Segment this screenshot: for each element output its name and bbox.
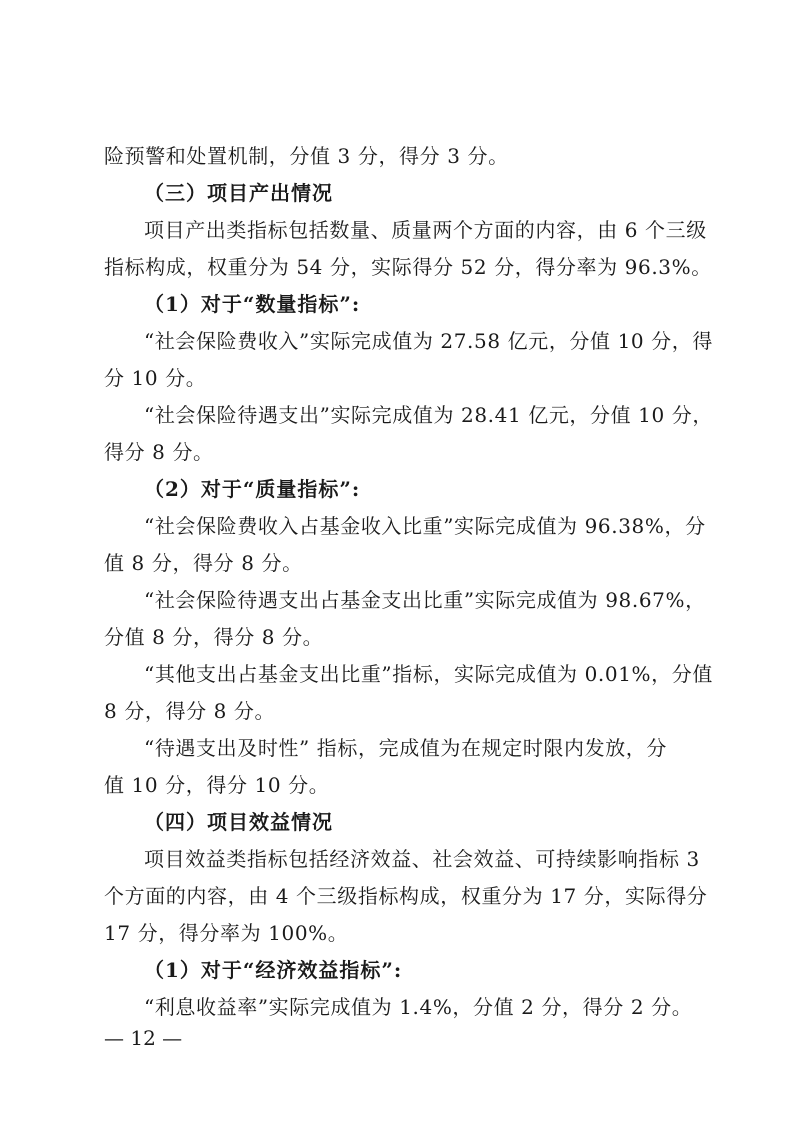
body-line: 得分 8 分。: [104, 440, 214, 464]
section-heading-output: （三）项目产出情况: [144, 181, 333, 205]
body-line: 值 10 分，得分 10 分。: [104, 773, 330, 797]
paragraph-line: “社会保险待遇支出占基金支出比重”实际完成值为 98.67%，: [144, 588, 706, 612]
subheading-quantity: （1）对于“数量指标”:: [144, 292, 361, 316]
paragraph-line: “利息收益率”实际完成值为 1.4%，分值 2 分，得分 2 分。: [144, 995, 693, 1019]
subheading-quality: （2）对于“质量指标”:: [144, 477, 361, 501]
body-line: 17 分，得分率为 100%。: [104, 921, 349, 945]
paragraph-line: “社会保险待遇支出”实际完成值为 28.41 亿元，分值 10 分，: [144, 403, 713, 427]
body-line: 8 分，得分 8 分。: [104, 699, 276, 723]
body-line: 指标构成，权重分为 54 分，实际得分 52 分，得分率为 96.3%。: [104, 255, 712, 279]
body-line: 分 10 分。: [104, 366, 207, 390]
body-line: 值 8 分，得分 8 分。: [104, 551, 303, 575]
body-line: 险预警和处置机制，分值 3 分，得分 3 分。: [104, 144, 509, 168]
page-content: [104, 138, 713, 1026]
subheading-economic: （1）对于“经济效益指标”:: [144, 958, 403, 982]
page-number: — 12 —: [104, 1026, 183, 1050]
body-line: 个方面的内容，由 4 个三级指标构成，权重分为 17 分，实际得分: [104, 884, 708, 908]
paragraph-line: “社会保险费收入占基金收入比重”实际完成值为 96.38%，分: [144, 514, 706, 538]
section-heading-benefit: （四）项目效益情况: [144, 810, 333, 834]
paragraph-line: “待遇支出及时性” 指标，完成值为在规定时限内发放，分: [144, 736, 668, 760]
paragraph-line: 项目产出类指标包括数量、质量两个方面的内容，由 6 个三级: [144, 218, 707, 242]
paragraph-line: “其他支出占基金支出比重”指标，实际完成值为 0.01%，分值: [144, 662, 713, 686]
paragraph-line: 项目效益类指标包括经济效益、社会效益、可持续影响指标 3: [144, 847, 700, 871]
paragraph-line: “社会保险费收入”实际完成值为 27.58 亿元，分值 10 分，得: [144, 329, 713, 353]
body-line: 分值 8 分，得分 8 分。: [104, 625, 324, 649]
